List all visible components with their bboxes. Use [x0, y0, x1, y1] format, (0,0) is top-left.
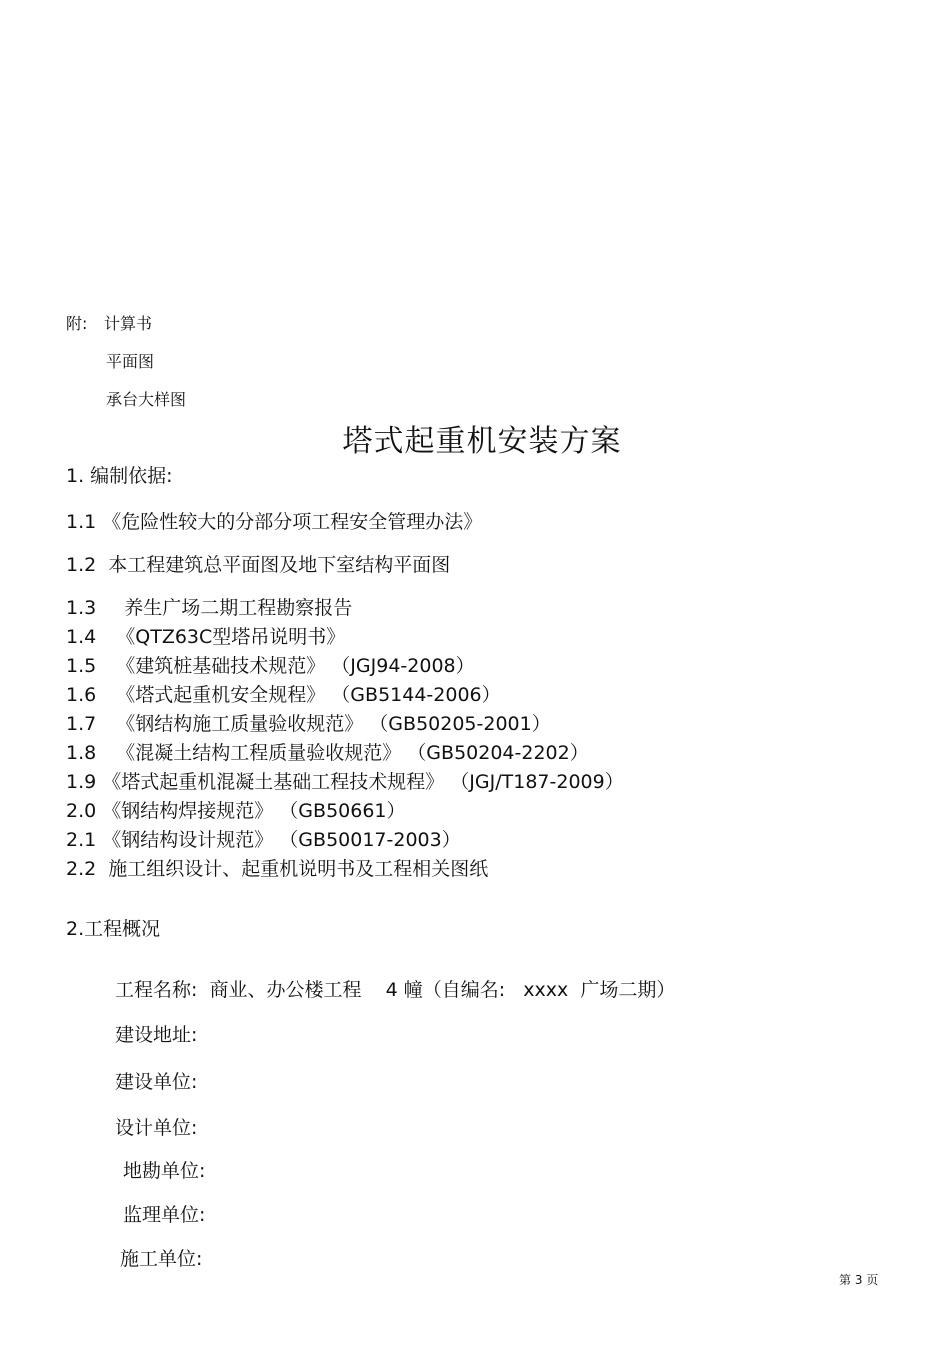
- item-text: 《钢结构施工质量验收规范》 （GB50205-2001）: [116, 713, 551, 735]
- item-number: 1.6: [66, 684, 97, 706]
- info-row-address: [115, 1020, 197, 1047]
- info-label: 建设单位:: [115, 1071, 198, 1093]
- item-number: 1.4: [66, 626, 97, 648]
- info-row-contractor: [120, 1244, 202, 1271]
- item-number: 1.7: [66, 713, 97, 735]
- info-label: 设计单位:: [115, 1117, 198, 1139]
- info-label: 施工单位:: [120, 1248, 203, 1270]
- list-item: [66, 767, 624, 794]
- attachments-label: 附:: [66, 314, 88, 333]
- list-item: [66, 651, 475, 678]
- item-number: 2.2: [66, 858, 97, 880]
- list-item: [66, 622, 345, 649]
- item-text: 养生广场二期工程勘察报告: [124, 597, 353, 619]
- attachment-item-plan: 平面图: [106, 352, 155, 371]
- item-number: 1.5: [66, 655, 97, 677]
- item-number: 1.2: [66, 554, 97, 576]
- item-text: 《塔式起重机混凝土基础工程技术规程》 （JGJ/T187-2009）: [102, 771, 624, 793]
- item-number: 1.3: [66, 597, 97, 619]
- info-row-supervisor: [123, 1200, 205, 1227]
- info-row-survey: [123, 1156, 205, 1183]
- list-item: [66, 825, 461, 852]
- list-item: [66, 680, 501, 707]
- info-label: 建设地址:: [115, 1024, 198, 1046]
- info-label: 工程名称:: [115, 979, 198, 1001]
- item-number: 1.9: [66, 771, 97, 793]
- info-label: 地勘单位:: [123, 1160, 206, 1182]
- item-text: 《钢结构设计规范》 （GB50017-2003）: [102, 829, 461, 851]
- item-text: 《钢结构焊接规范》 （GB50661）: [102, 800, 406, 822]
- item-text: 《建筑桩基础技术规范》 （JGJ94-2008）: [116, 655, 475, 677]
- section-heading-overview: 2.工程概况: [66, 918, 161, 940]
- attachment-item-detail: 承台大样图: [106, 390, 187, 409]
- item-number: 1.1: [66, 511, 97, 533]
- item-number: 2.0: [66, 800, 97, 822]
- list-item: [66, 796, 406, 823]
- item-number: 1.8: [66, 742, 97, 764]
- info-row-project-name: [115, 975, 675, 1002]
- list-item: [66, 854, 488, 881]
- item-text: 《塔式起重机安全规程》 （GB5144-2006）: [116, 684, 501, 706]
- item-text: 《QTZ63C型塔吊说明书》: [116, 626, 346, 648]
- item-text: 《混凝土结构工程质量验收规范》 （GB50204-2202）: [116, 742, 589, 764]
- list-item: [66, 709, 551, 736]
- list-item: [66, 507, 482, 534]
- section-heading-basis: 1. 编制依据:: [66, 465, 173, 487]
- list-item: [66, 738, 589, 765]
- list-item: [66, 593, 352, 620]
- item-text: 施工组织设计、起重机说明书及工程相关图纸: [108, 858, 489, 880]
- info-row-owner: [115, 1067, 197, 1094]
- item-text: 《危险性较大的分部分项工程安全管理办法》: [102, 511, 483, 533]
- list-item: [66, 550, 450, 577]
- page-number: 第 3 页: [839, 1273, 879, 1287]
- attachment-item-calculation: 计算书: [104, 314, 153, 333]
- item-number: 2.1: [66, 829, 97, 851]
- info-value: 商业、办公楼工程 4 幢（自编名: xxxx 广场二期）: [209, 979, 676, 1001]
- item-text: 本工程建筑总平面图及地下室结构平面图: [108, 554, 451, 576]
- info-label: 监理单位:: [123, 1204, 206, 1226]
- info-row-designer: [115, 1113, 197, 1140]
- document-title: 塔式起重机安装方案: [342, 424, 622, 459]
